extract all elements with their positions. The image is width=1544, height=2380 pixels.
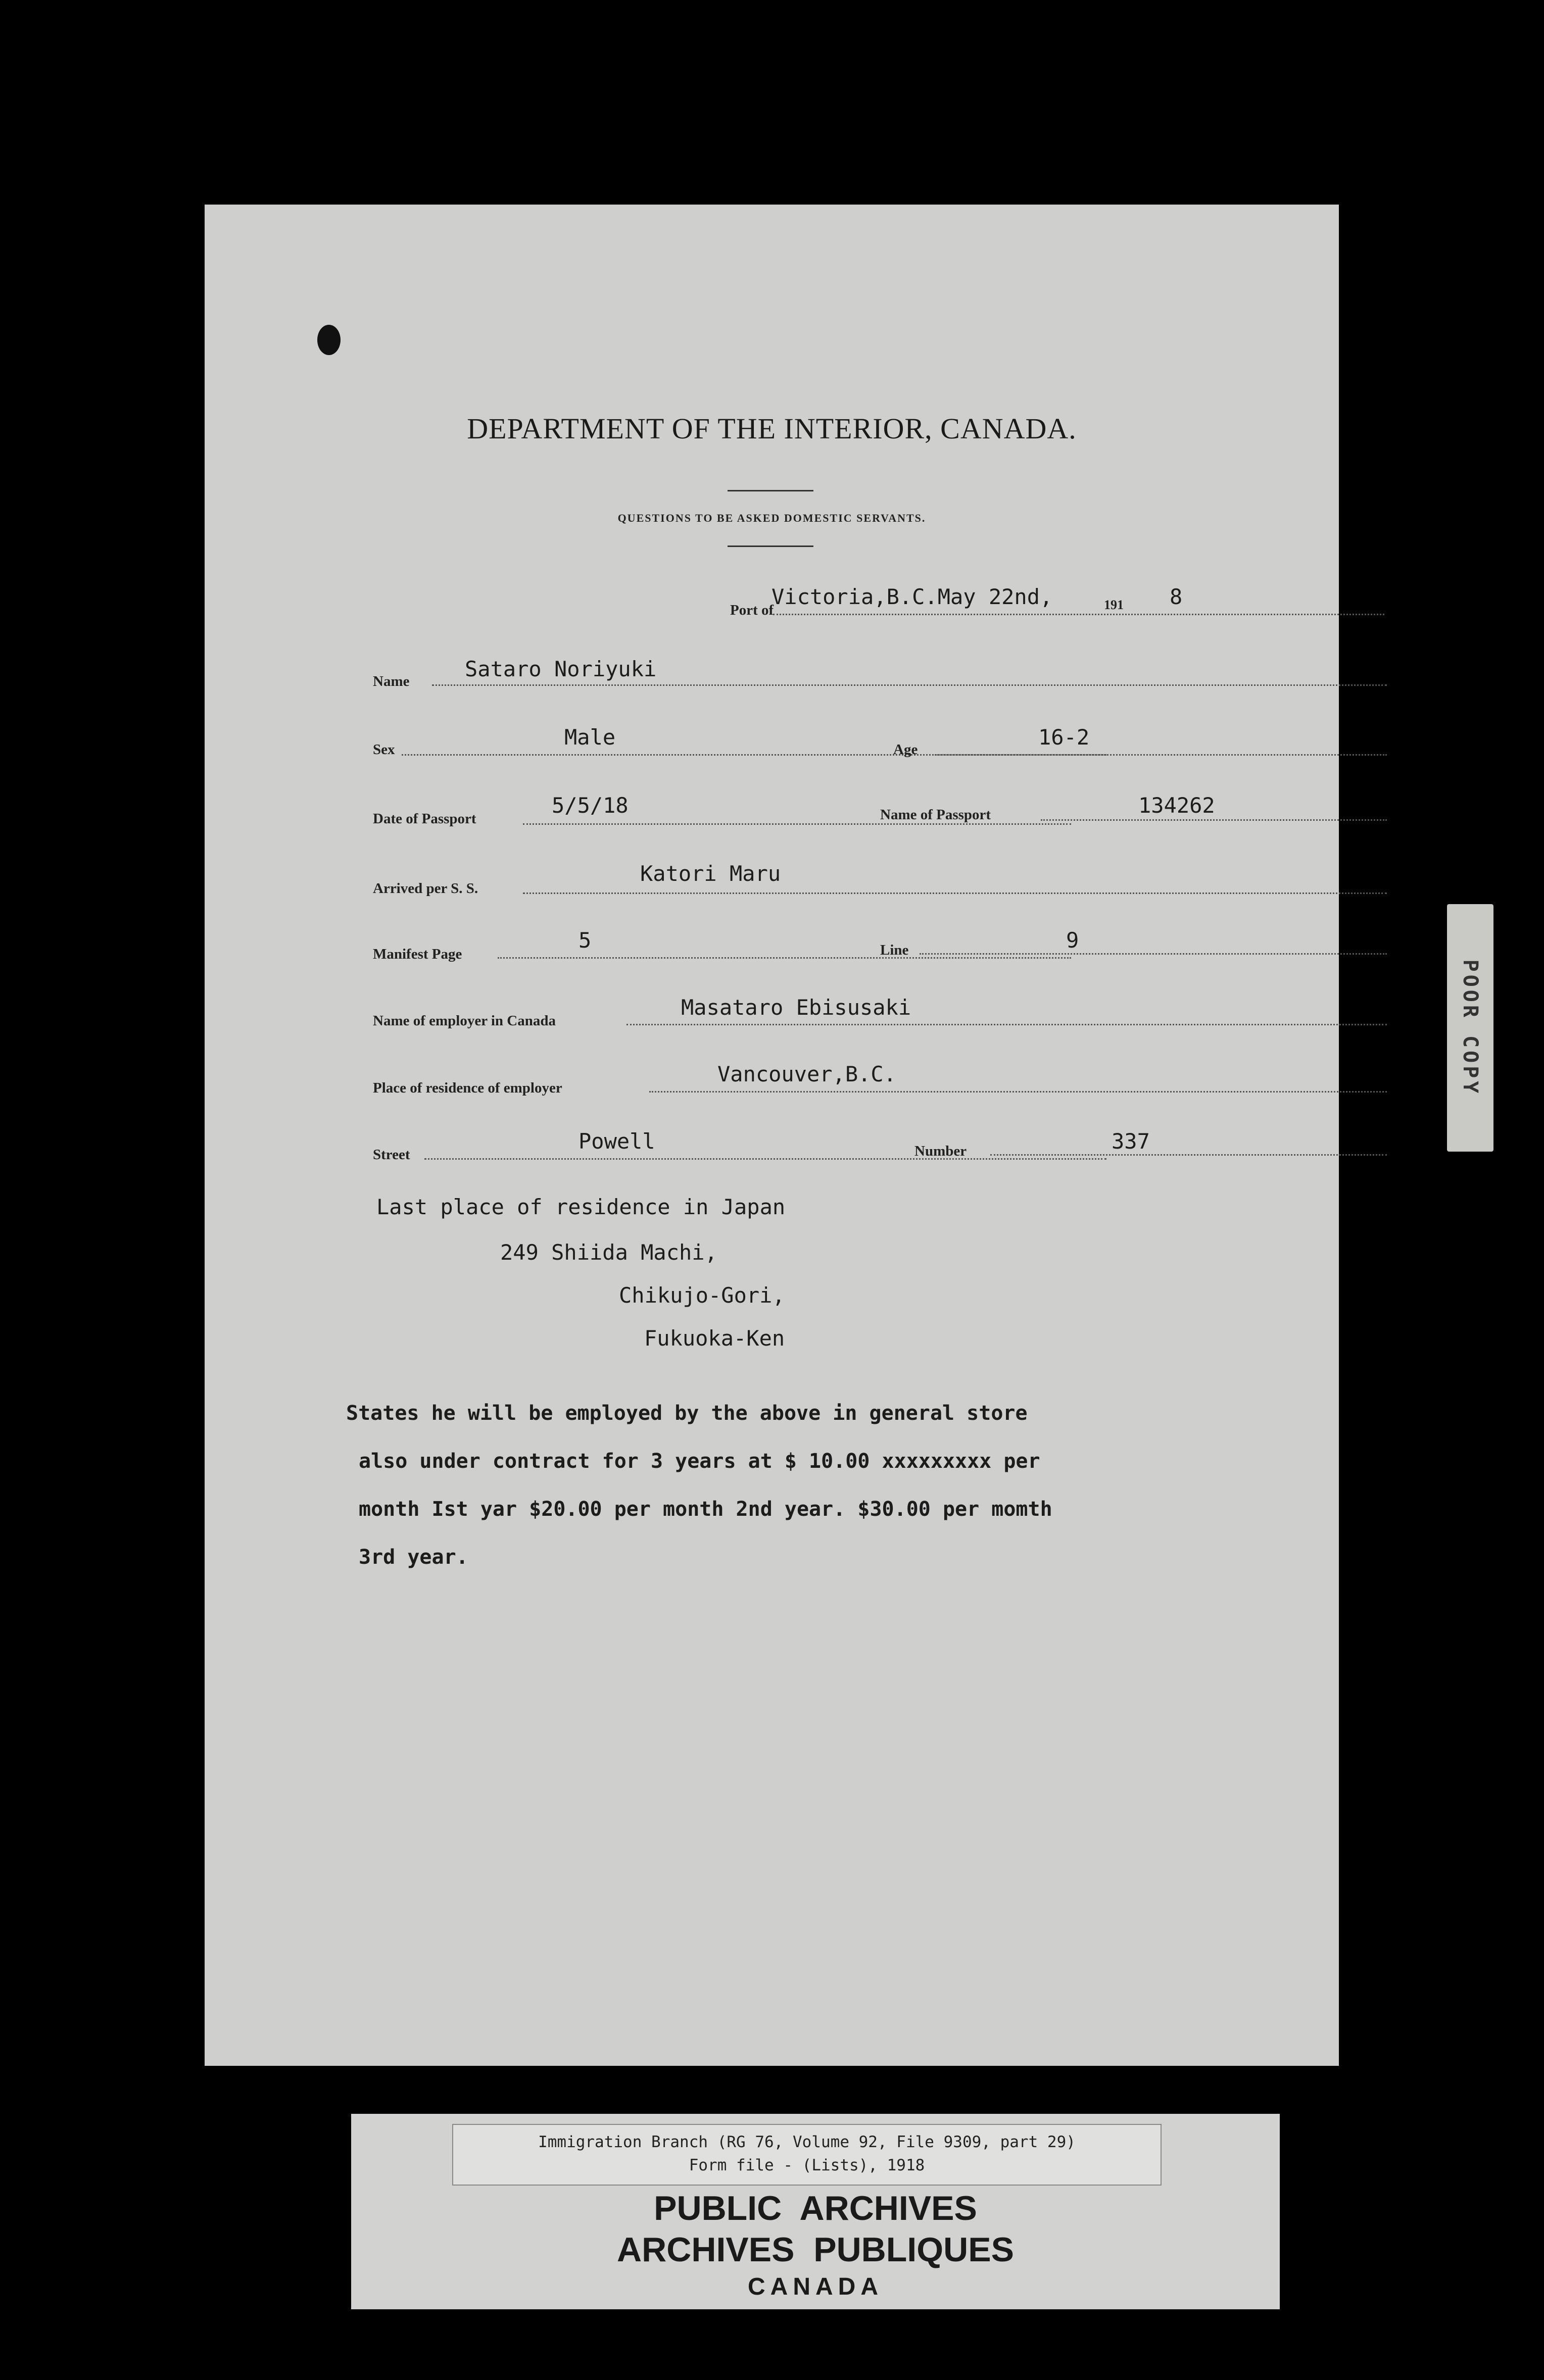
- address-line-1: 249 Shiida Machi,: [500, 1240, 717, 1265]
- year-prefix: 191: [1104, 598, 1124, 612]
- employer-dotted-line: [626, 1024, 1387, 1025]
- sex-label: Sex: [373, 741, 395, 758]
- arrived-label: Arrived per S. S.: [373, 880, 478, 897]
- passport-date-dotted-line: [523, 823, 1071, 825]
- line-label: Line: [880, 942, 909, 958]
- name-label: Name: [373, 673, 410, 689]
- form-title: DEPARTMENT OF THE INTERIOR, CANADA.: [467, 412, 1077, 445]
- poor-copy-text: POOR COPY: [1459, 959, 1482, 1097]
- residence-dotted-line: [649, 1091, 1387, 1093]
- archives-country: CANADA: [748, 2273, 883, 2300]
- sex-value: Male: [564, 725, 616, 750]
- punch-hole: [317, 325, 341, 355]
- archives-french: ARCHIVES PUBLIQUES: [617, 2230, 1014, 2269]
- residence-label: Place of residence of employer: [373, 1080, 562, 1096]
- arrived-value: Katori Maru: [640, 861, 781, 886]
- line-value: 9: [1066, 928, 1079, 953]
- age-label: Age: [893, 741, 918, 758]
- number-value: 337: [1112, 1129, 1150, 1154]
- street-label: Street: [373, 1147, 410, 1163]
- number-label: Number: [914, 1143, 967, 1159]
- last-residence-heading: Last place of residence in Japan: [376, 1195, 786, 1219]
- statement-line-2: also under contract for 3 years at $ 10.00 xxxxxxxxx per: [359, 1450, 1040, 1473]
- name-value: Sataro Noriyuki: [465, 657, 657, 681]
- port-label: Port of: [730, 602, 774, 618]
- name-dotted-line: [432, 684, 1387, 686]
- archive-reference-box: [452, 2124, 1162, 2186]
- age-value: 16-2: [1038, 725, 1090, 750]
- street-value: Powell: [578, 1129, 655, 1154]
- archives-english: PUBLIC ARCHIVES: [654, 2189, 977, 2227]
- manifest-dotted-line: [498, 957, 1071, 959]
- arrived-dotted-line: [523, 893, 1387, 894]
- year-suffix: 8: [1170, 584, 1183, 609]
- residence-value: Vancouver,B.C.: [717, 1062, 897, 1086]
- statement-line-1: States he will be employed by the above in general store: [346, 1402, 1028, 1425]
- form-subtitle: QUESTIONS TO BE ASKED DOMESTIC SERVANTS.: [617, 512, 926, 524]
- passport-date-value: 5/5/18: [552, 793, 629, 818]
- poor-copy-stamp: [1447, 904, 1493, 1152]
- passport-date-label: Date of Passport: [373, 811, 476, 827]
- manifest-value: 5: [578, 928, 592, 953]
- employer-label: Name of employer in Canada: [373, 1013, 556, 1029]
- form-document: [205, 205, 1339, 2066]
- address-line-2: Chikujo-Gori,: [619, 1283, 785, 1308]
- port-dotted-line: [773, 614, 1384, 615]
- archives-label: [351, 2114, 1280, 2309]
- port-value: Victoria,B.C.May 22nd,: [771, 584, 1053, 609]
- archive-reference-line-2: Form file - (Lists), 1918: [689, 2156, 925, 2174]
- passport-name-value: 134262: [1138, 793, 1215, 818]
- address-line-3: Fukuoka-Ken: [644, 1326, 785, 1351]
- manifest-label: Manifest Page: [373, 946, 462, 962]
- street-dotted-line: [424, 1158, 1106, 1160]
- passport-name-dotted-line: [1041, 819, 1387, 821]
- number-dotted-line: [990, 1154, 1387, 1156]
- passport-name-label: Name of Passport: [880, 807, 991, 823]
- employer-value: Masataro Ebisusaki: [681, 995, 911, 1020]
- archive-reference-line-1: Immigration Branch (RG 76, Volume 92, File 9309, part 29): [538, 2133, 1076, 2151]
- age-dotted-line: [935, 754, 1387, 756]
- title-divider-bottom: [728, 546, 813, 547]
- title-divider-top: [728, 490, 813, 491]
- statement-line-3: month Ist yar $20.00 per month 2nd year. $30.00 per momth: [359, 1498, 1052, 1521]
- statement-line-4: 3rd year.: [359, 1546, 468, 1569]
- line-dotted-line: [920, 953, 1387, 955]
